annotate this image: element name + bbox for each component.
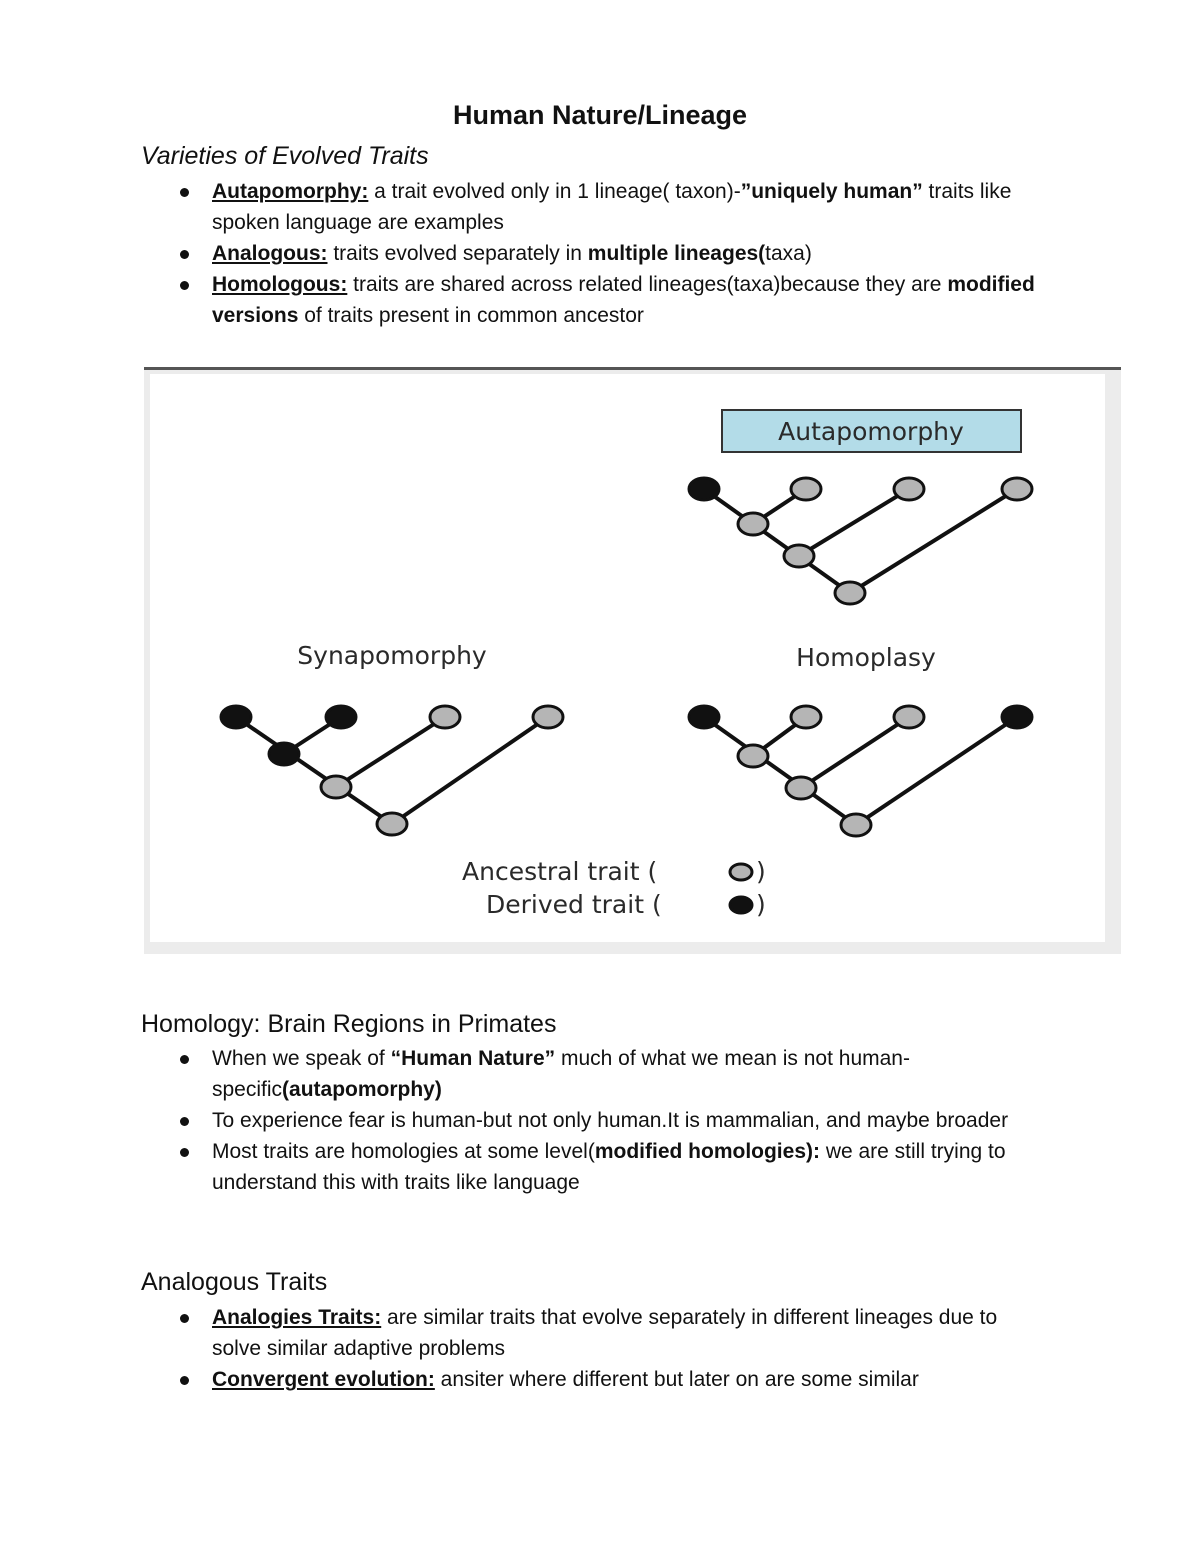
- derived-node: [221, 706, 251, 728]
- varieties-list: [141, 176, 1041, 331]
- derived-node: [269, 743, 299, 765]
- legend-ancestral-label: Ancestral trait (: [462, 857, 658, 886]
- page-title: Human Nature/Lineage: [452, 100, 748, 130]
- ancestral-node: [841, 814, 871, 836]
- term-analogies-traits: Analogies Traits:: [212, 1306, 382, 1329]
- legend-ancestral-icon: [730, 864, 752, 880]
- ancestral-node: [894, 478, 924, 500]
- cladogram-svg: [144, 370, 1121, 957]
- ancestral-node: [835, 582, 865, 604]
- ancestral-node: [430, 706, 460, 728]
- derived-node: [689, 478, 719, 500]
- legend-close-paren: ): [756, 857, 766, 886]
- cladogram-figure: [144, 367, 1121, 954]
- ancestral-node: [791, 478, 821, 500]
- ancestral-node: [784, 545, 814, 567]
- ancestral-node: [894, 706, 924, 728]
- list-item: Analogous: traits evolved separately in multiple lineages(taxa): [141, 238, 1041, 269]
- legend-derived-label: Derived trait (: [486, 890, 662, 919]
- ancestral-node: [738, 745, 768, 767]
- term-analogous: Analogous:: [212, 242, 328, 265]
- list-item: To experience fear is human-but not only human.It is mammalian, and maybe broader: [141, 1105, 1041, 1136]
- legend-derived-icon: [730, 897, 752, 913]
- ancestral-node: [1002, 478, 1032, 500]
- homology-list: [141, 1043, 1041, 1198]
- synapomorphy-label: Synapomorphy: [297, 641, 487, 670]
- homoplasy-label: Homoplasy: [796, 643, 936, 672]
- term-convergent-evolution: Convergent evolution:: [212, 1368, 435, 1391]
- section-heading-analogous: Analogous Traits: [141, 1268, 328, 1296]
- derived-node: [1002, 706, 1032, 728]
- ancestral-node: [738, 513, 768, 535]
- ancestral-node: [791, 706, 821, 728]
- list-item: Most traits are homologies at some level(modified homologies): we are still trying to understand this with traits like language: [141, 1136, 1041, 1198]
- ancestral-node: [321, 776, 351, 798]
- section-heading-varieties: Varieties of Evolved Traits: [141, 142, 429, 170]
- ancestral-node: [786, 777, 816, 799]
- list-item: Homologous: traits are shared across related lineages(taxa)because they are modified versions of traits present in common ancestor: [141, 269, 1041, 331]
- term-homologous: Homologous:: [212, 273, 348, 296]
- analogous-list: [141, 1302, 1041, 1395]
- ancestral-node: [533, 706, 563, 728]
- derived-node: [326, 706, 356, 728]
- list-item: Convergent evolution: ansiter where different but later on are some similar: [141, 1364, 1041, 1395]
- legend-close-paren: ): [756, 890, 766, 919]
- term-autapomorphy: Autapomorphy:: [212, 180, 369, 203]
- list-item: Autapomorphy: a trait evolved only in 1 lineage( taxon)-”uniquely human” traits like spoken language are examples: [141, 176, 1041, 238]
- ancestral-node: [377, 813, 407, 835]
- list-item: When we speak of “Human Nature” much of what we mean is not human-specific(autapomorphy): [141, 1043, 1041, 1105]
- autapomorphy-label: Autapomorphy: [778, 417, 964, 446]
- list-item: Analogies Traits: are similar traits that evolve separately in different lineages due to solve similar adaptive problems: [141, 1302, 1041, 1364]
- section-heading-homology: Homology: Brain Regions in Primates: [141, 1010, 557, 1038]
- derived-node: [689, 706, 719, 728]
